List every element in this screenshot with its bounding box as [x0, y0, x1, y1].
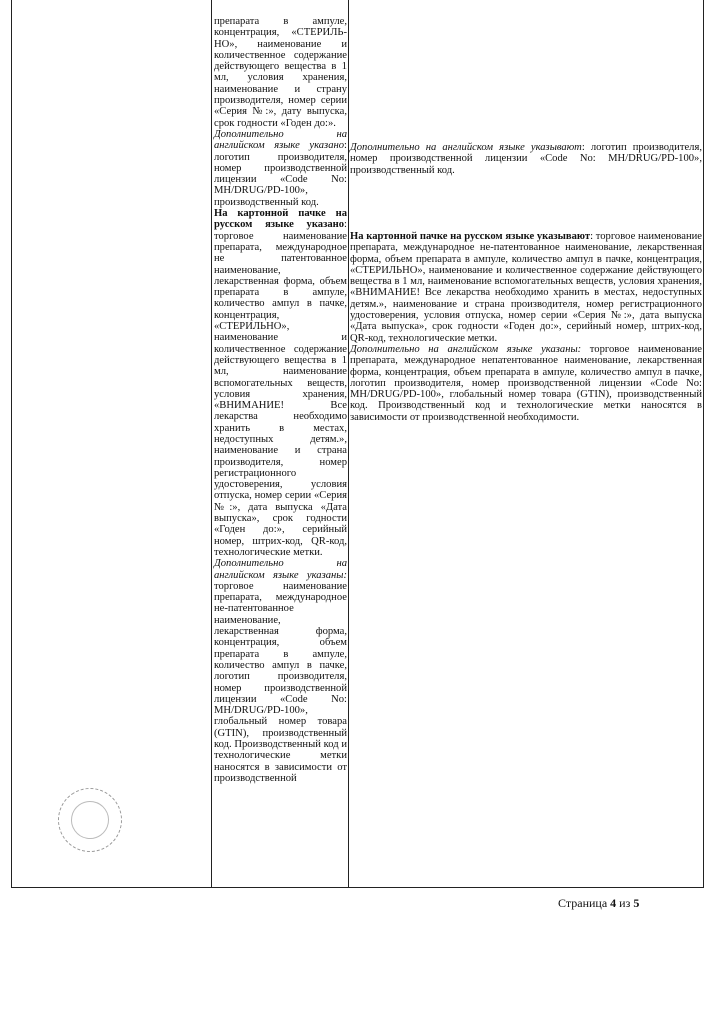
colA-paragraph-2: [214, 129, 347, 208]
colB-p1-text: : логотип производителя, номер производственной лицензии «Code No: MH/DRUG/PD-100», производственный код.: [350, 142, 702, 176]
colB-paragraph-3: [350, 344, 702, 423]
table-left-border: [11, 0, 12, 888]
colB-p2-text: : торговое наименование препарата, международное не-патентованное наименование, лекарственная форма, объем препарата в ампуле, количество ампул в пачке, концентрация, «СТЕРИЛЬНО», наименование и количественное содержание действующего вещества в 1 мл, наименование вспомогательных веществ, условия хранения, «ВНИМАНИЕ! Все лекарства необходимо хранить в местах, недоступных детям.», наименование и страна производителя, номер регистрационного удостоверения, условия отпуска, номер серии «Серия №:», дата выпуска «Дата выпуска», срок годности «Годен до:», серийный номер, штрих-код, QR-код, технологические метки.: [350, 231, 702, 344]
colB-paragraph-1: [350, 142, 702, 176]
colB-paragraph-2: [350, 231, 702, 344]
column-russian-text: [214, 16, 347, 784]
footer-total: 5: [633, 896, 640, 910]
colA-p2-italic: Дополнительно на английском языке указано: [214, 128, 347, 152]
colB-p3-text: торговое наименование препарата, международное непатентованное наименование, лекарственная форма, концентрация, объем препарата в ампуле, количество ампул в пачке, логотип производителя, номер производственной лицензии «Code No: MH/DRUG/PD-100», глобальный номер товара (GTIN), производственный код. Производственный код и технологические метки наносятся в зависимости от производственной необходимости.: [350, 343, 702, 423]
table-column-divider-2: [348, 0, 349, 888]
stamp-inner-ring: [64, 794, 117, 847]
footer-prefix: Страница: [558, 896, 611, 910]
colA-p3-bold: На картонной пачке на русском языке указано: [214, 208, 347, 231]
colA-paragraph-4: [214, 558, 347, 784]
colA-p1-text: препарата в ампуле, концентрация, «СТЕРИЛЬ-НО», наименование и количественное содержание действующего вещества в 1 мл, условия хранения, наименование и страну производителя, номер серии «Серия №:», дату выпуска, срок годности «Годен до:».: [214, 16, 347, 129]
colA-p2-text: : логотип производителя, номер производственной лицензии «Code No: MH/DRUG/PD-100», производственный код.: [214, 140, 347, 208]
footer-page: 4: [610, 896, 617, 910]
stamp-seal: [45, 775, 134, 864]
table-bottom-border: [11, 887, 704, 888]
colB-p1-italic: Дополнительно на английском языке указывают: [350, 142, 582, 153]
table-column-divider-1: [211, 0, 212, 888]
colA-p4-text: торговое наименование препарата, международное не-патентованное наименование, лекарственная форма, концентрация, объем препарата в ампуле, количество ампул в пачке, логотип производителя, номер производственной лицензии «Code No: MH/DRUG/PD-100», глобальный номер товара (GTIN), производственный код. Производственный код и технологические метки наносятся в зависимости от производственной: [214, 580, 347, 784]
colB-p2-bold: На картонной пачке на русском языке указывают: [350, 231, 591, 242]
footer-middle: из: [616, 896, 634, 910]
page-number-footer: [558, 896, 639, 911]
colA-p4-italic: Дополнительно на английском языке указаны:: [214, 558, 347, 581]
column-right-text-1: [350, 142, 702, 176]
colB-p3-italic: Дополнительно на английском языке указаны:: [350, 343, 582, 355]
colA-paragraph-1: [214, 16, 347, 129]
table-right-border: [703, 0, 704, 888]
colA-paragraph-3: [214, 208, 347, 558]
colA-p3-text: : торговое наименование препарата, международное не патентованное наименование, лекарственная форма, объем препарата в ампуле, количество ампул в пачке, концентрация, «СТЕРИЛЬНО», наименование и количественное содержание действующего вещества в 1 мл, наименование вспомогательных веществ, условия хранения, «ВНИМАНИЕ! Все лекарства необходимо хранить в местах, недоступных детям.», наименование и страна производителя, номер регистрационного удостоверения, условия отпуска, номер серии «Серия №:», дата выпуска «Дата выпуска», срок годности «Годен до:», серийный номер, штрих-код, QR-код, технологические метки.: [214, 219, 347, 558]
column-right-text-2: [350, 231, 702, 423]
